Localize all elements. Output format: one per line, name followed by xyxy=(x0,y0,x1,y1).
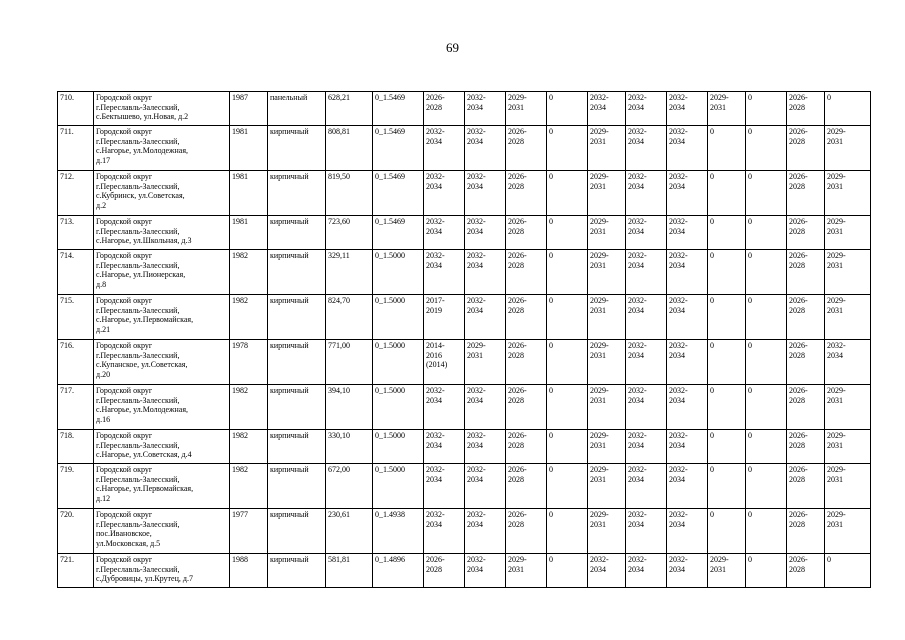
table-cell: 0_1.5469 xyxy=(373,126,424,171)
table-cell: 2032- 2034 xyxy=(588,554,626,588)
table-cell: 0 xyxy=(746,430,787,464)
table-cell: 2026- 2028 xyxy=(787,340,825,385)
table-cell: 723,60 xyxy=(326,216,373,250)
table-cell: 2026- 2028 xyxy=(506,216,547,250)
table-cell: 2029- 2031 xyxy=(825,171,871,216)
table-cell: 2029- 2031 xyxy=(588,126,626,171)
table-cell: кирпичный xyxy=(268,171,326,216)
table-cell: 2032- 2034 xyxy=(424,464,465,509)
table-cell: 0 xyxy=(746,250,787,295)
table-cell: 2029- 2031 xyxy=(825,126,871,171)
table-cell: 2032- 2034 xyxy=(424,385,465,430)
table-cell: 2029- 2031 xyxy=(588,385,626,430)
table-cell: 0 xyxy=(825,92,871,126)
table-cell: 2032- 2034 xyxy=(424,509,465,554)
table-cell: 2029- 2031 xyxy=(825,250,871,295)
table-cell: 0 xyxy=(547,295,588,340)
table-cell: 672,00 xyxy=(326,464,373,509)
table-cell: 0 xyxy=(547,126,588,171)
table-row xyxy=(58,340,871,385)
table-cell: 2026- 2028 xyxy=(787,430,825,464)
table-cell: 2032- 2034 xyxy=(465,250,506,295)
address-cell: Городской округ г.Переславль-Залесский, с.Нагорье, ул.Пионерская, д.8 xyxy=(94,250,230,295)
table-cell: 2029- 2031 xyxy=(825,216,871,250)
table-cell: 2032- 2034 xyxy=(667,340,708,385)
table-cell: 2032- 2034 xyxy=(424,430,465,464)
table-cell: 0_1.4896 xyxy=(373,554,424,588)
row-number-cell: 717. xyxy=(58,385,94,430)
table-cell: кирпичный xyxy=(268,126,326,171)
table-cell: 0_1.5469 xyxy=(373,92,424,126)
row-number-cell: 713. xyxy=(58,216,94,250)
table-cell: 2029- 2031 xyxy=(588,509,626,554)
table-cell: 2029- 2031 xyxy=(588,250,626,295)
table-cell: 2032- 2034 xyxy=(626,340,667,385)
table-cell: 2032- 2034 xyxy=(626,171,667,216)
table-cell: 2029- 2031 xyxy=(825,509,871,554)
table-cell: 2029- 2031 xyxy=(506,92,547,126)
table-cell: 0 xyxy=(746,464,787,509)
table-cell: 2032- 2034 xyxy=(667,509,708,554)
table-cell: 0 xyxy=(547,509,588,554)
row-number-cell: 720. xyxy=(58,509,94,554)
table-cell: 0 xyxy=(708,464,746,509)
table-cell: 0 xyxy=(708,509,746,554)
table-cell: 2032- 2034 xyxy=(667,171,708,216)
table-cell: 1981 xyxy=(230,126,268,171)
table-cell: 0 xyxy=(547,554,588,588)
table-cell: 2026- 2028 xyxy=(787,509,825,554)
table-cell: 2032- 2034 xyxy=(588,92,626,126)
table-cell: 628,21 xyxy=(326,92,373,126)
table-cell: 230,61 xyxy=(326,509,373,554)
table-cell: кирпичный xyxy=(268,385,326,430)
table-cell: 2032- 2034 xyxy=(626,92,667,126)
table-cell: 1982 xyxy=(230,295,268,340)
table-cell: 2026- 2028 xyxy=(424,554,465,588)
row-number-cell: 721. xyxy=(58,554,94,588)
table-cell: 2032- 2034 xyxy=(465,126,506,171)
table-cell: 2026- 2028 xyxy=(506,385,547,430)
table-cell: 2026- 2028 xyxy=(506,464,547,509)
table-cell: кирпичный xyxy=(268,464,326,509)
table-cell: 2026- 2028 xyxy=(787,385,825,430)
table-cell: 1988 xyxy=(230,554,268,588)
table-cell: 2026- 2028 xyxy=(506,171,547,216)
table-cell: 2032- 2034 xyxy=(626,430,667,464)
table-cell: 2032- 2034 xyxy=(465,554,506,588)
table-cell: панельный xyxy=(268,92,326,126)
table-cell: 2026- 2028 xyxy=(506,509,547,554)
table-cell: 0 xyxy=(708,216,746,250)
table-cell: 2032- 2034 xyxy=(465,509,506,554)
table-cell: 0 xyxy=(547,464,588,509)
table-cell: 1982 xyxy=(230,464,268,509)
address-cell: Городской округ г.Переславль-Залесский, с.Нагорье, ул.Школьная, д.3 xyxy=(94,216,230,250)
address-cell: Городской округ г.Переславль-Залесский, с.Кубринск, ул.Советская, д.2 xyxy=(94,171,230,216)
table-cell: 2032- 2034 xyxy=(626,554,667,588)
table-cell: 2029- 2031 xyxy=(708,92,746,126)
table-cell: 0 xyxy=(746,92,787,126)
table-cell: 0 xyxy=(746,171,787,216)
table-cell: 2026- 2028 xyxy=(506,295,547,340)
row-number-cell: 710. xyxy=(58,92,94,126)
table-cell: 0 xyxy=(708,430,746,464)
table-cell: 2032- 2034 xyxy=(626,126,667,171)
table-cell: 0 xyxy=(746,385,787,430)
row-number-cell: 719. xyxy=(58,464,94,509)
table-cell: 2014- 2016 (2014) xyxy=(424,340,465,385)
row-number-cell: 715. xyxy=(58,295,94,340)
table-cell: кирпичный xyxy=(268,295,326,340)
table-cell: 2026- 2028 xyxy=(787,171,825,216)
row-number-cell: 714. xyxy=(58,250,94,295)
table-cell: 0_1.5000 xyxy=(373,295,424,340)
address-cell: Городской округ г.Переславль-Залесский, с.Нагорье, ул.Советская, д.4 xyxy=(94,430,230,464)
table-cell: 1982 xyxy=(230,250,268,295)
table-cell: кирпичный xyxy=(268,430,326,464)
table-cell: 0 xyxy=(708,126,746,171)
table-cell: 2032- 2034 xyxy=(626,464,667,509)
table-cell: 0_1.5000 xyxy=(373,430,424,464)
table-cell: 2026- 2028 xyxy=(787,92,825,126)
table-cell: 2032- 2034 xyxy=(667,295,708,340)
table-cell: 0 xyxy=(708,340,746,385)
table-cell: 0 xyxy=(547,171,588,216)
table-cell: 0 xyxy=(547,250,588,295)
address-cell: Городской округ г.Переславль-Залесский, с.Нагорье, ул.Первомайская, д.21 xyxy=(94,295,230,340)
table-cell: 2026- 2028 xyxy=(787,554,825,588)
table-cell: 0_1.5000 xyxy=(373,464,424,509)
table-cell: 2032- 2034 xyxy=(626,250,667,295)
table-cell: 2029- 2031 xyxy=(708,554,746,588)
table-cell: 2029- 2031 xyxy=(588,430,626,464)
table-cell: 2032- 2034 xyxy=(424,250,465,295)
table-cell: 2032- 2034 xyxy=(424,216,465,250)
table-cell: 808,81 xyxy=(326,126,373,171)
table-cell: 2026- 2028 xyxy=(787,295,825,340)
table-row xyxy=(58,295,871,340)
table-cell: 2026- 2028 xyxy=(787,250,825,295)
page-number: 69 xyxy=(446,40,459,55)
table-cell: 0 xyxy=(708,295,746,340)
table-cell: 2032- 2034 xyxy=(465,430,506,464)
table-cell: 0_1.5000 xyxy=(373,385,424,430)
table-cell: 2029- 2031 xyxy=(588,216,626,250)
table-cell: 0_1.4938 xyxy=(373,509,424,554)
table-row xyxy=(58,250,871,295)
table-cell: кирпичный xyxy=(268,554,326,588)
table-cell: 2029- 2031 xyxy=(825,464,871,509)
table-cell: 1982 xyxy=(230,430,268,464)
table-cell: 2029- 2031 xyxy=(506,554,547,588)
table-cell: 0 xyxy=(708,250,746,295)
table-cell: 2029- 2031 xyxy=(588,171,626,216)
table-cell: 819,50 xyxy=(326,171,373,216)
table-cell: 0 xyxy=(746,126,787,171)
table-cell: 0 xyxy=(746,509,787,554)
row-number-cell: 716. xyxy=(58,340,94,385)
table-cell: 2026- 2028 xyxy=(506,126,547,171)
table-cell: 1981 xyxy=(230,216,268,250)
table-cell: 0 xyxy=(547,430,588,464)
table-cell: 2029- 2031 xyxy=(588,464,626,509)
table-cell: 0 xyxy=(746,216,787,250)
table-cell: 2029- 2031 xyxy=(825,295,871,340)
table-cell: 2029- 2031 xyxy=(465,340,506,385)
table-cell: 2029- 2031 xyxy=(825,385,871,430)
address-cell: Городской округ г.Переславль-Залесский, пос.Ивановское, ул.Московская, д.5 xyxy=(94,509,230,554)
table-cell: 2026- 2028 xyxy=(424,92,465,126)
table-cell: 2032- 2034 xyxy=(465,295,506,340)
table-row xyxy=(58,430,871,464)
address-cell: Городской округ г.Переславль-Залесский, с.Нагорье, ул.Молодежная, д.16 xyxy=(94,385,230,430)
table-cell: 2029- 2031 xyxy=(588,295,626,340)
table-cell: 394,10 xyxy=(326,385,373,430)
table-cell: 2032- 2034 xyxy=(667,430,708,464)
table-cell: 0 xyxy=(825,554,871,588)
row-number-cell: 712. xyxy=(58,171,94,216)
table-cell: 0_1.5000 xyxy=(373,250,424,295)
address-cell: Городской округ г.Переславль-Залесский, с.Нагорье, ул.Первомайская, д.12 xyxy=(94,464,230,509)
table-row xyxy=(58,126,871,171)
table-cell: 2032- 2034 xyxy=(626,295,667,340)
table-cell: 0 xyxy=(708,385,746,430)
table-cell: 2032- 2034 xyxy=(667,126,708,171)
address-cell: Городской округ г.Переславль-Залесский, с.Бектышево, ул.Новая, д.2 xyxy=(94,92,230,126)
table-cell: 2032- 2034 xyxy=(424,126,465,171)
table-cell: 0_1.5469 xyxy=(373,216,424,250)
table-cell: 0 xyxy=(746,340,787,385)
address-cell: Городской округ г.Переславль-Залесский, с.Нагорье, ул.Молодежная, д.17 xyxy=(94,126,230,171)
table-cell: 2032- 2034 xyxy=(424,171,465,216)
table-cell: 2032- 2034 xyxy=(465,464,506,509)
row-number-cell: 711. xyxy=(58,126,94,171)
table-cell: 2026- 2028 xyxy=(787,464,825,509)
table-row xyxy=(58,171,871,216)
table-row xyxy=(58,216,871,250)
table-row xyxy=(58,554,871,588)
table-cell: 0 xyxy=(746,554,787,588)
table-cell: 2032- 2034 xyxy=(667,250,708,295)
table-cell: 2032- 2034 xyxy=(465,92,506,126)
table-row xyxy=(58,92,871,126)
table-cell: 0 xyxy=(547,92,588,126)
table-cell: 2032- 2034 xyxy=(667,554,708,588)
table-cell: 771,00 xyxy=(326,340,373,385)
table-cell: 1977 xyxy=(230,509,268,554)
table-cell: 2032- 2034 xyxy=(465,216,506,250)
table-cell: 2032- 2034 xyxy=(667,385,708,430)
table-cell: кирпичный xyxy=(268,509,326,554)
table-cell: 1981 xyxy=(230,171,268,216)
table-cell: 824,70 xyxy=(326,295,373,340)
table-cell: 330,10 xyxy=(326,430,373,464)
table-cell: 1987 xyxy=(230,92,268,126)
table-cell: 2032- 2034 xyxy=(465,171,506,216)
table-cell: 2032- 2034 xyxy=(626,216,667,250)
table-cell: 0 xyxy=(547,385,588,430)
table-cell: 0 xyxy=(708,171,746,216)
table-cell: 0 xyxy=(547,340,588,385)
address-cell: Городской округ г.Переславль-Залесский, с.Купанское, ул.Советская, д.20 xyxy=(94,340,230,385)
table-row xyxy=(58,464,871,509)
table-cell: 329,11 xyxy=(326,250,373,295)
table-cell: кирпичный xyxy=(268,250,326,295)
table-cell: 2026- 2028 xyxy=(506,250,547,295)
table-cell: 1982 xyxy=(230,385,268,430)
table-cell: 0 xyxy=(547,216,588,250)
table-cell: 2032- 2034 xyxy=(825,340,871,385)
table-cell: кирпичный xyxy=(268,340,326,385)
table-cell: 1978 xyxy=(230,340,268,385)
row-number-cell: 718. xyxy=(58,430,94,464)
table-cell: кирпичный xyxy=(268,216,326,250)
table-cell: 2032- 2034 xyxy=(667,216,708,250)
table-cell: 0 xyxy=(746,295,787,340)
table-cell: 2029- 2031 xyxy=(825,430,871,464)
table-cell: 2032- 2034 xyxy=(667,92,708,126)
table-cell: 2032- 2034 xyxy=(667,464,708,509)
table-cell: 0_1.5469 xyxy=(373,171,424,216)
table-row xyxy=(58,509,871,554)
table-cell: 2032- 2034 xyxy=(626,509,667,554)
table-body xyxy=(58,92,871,588)
table-cell: 2026- 2028 xyxy=(506,340,547,385)
housing-register-table xyxy=(57,91,871,588)
table-cell: 2029- 2031 xyxy=(588,340,626,385)
table-cell: 2032- 2034 xyxy=(626,385,667,430)
table-cell: 2017- 2019 xyxy=(424,295,465,340)
table-cell: 2026- 2028 xyxy=(506,430,547,464)
address-cell: Городской округ г.Переславль-Залесский, с.Дубровицы, ул.Крутец, д.7 xyxy=(94,554,230,588)
table-cell: 2026- 2028 xyxy=(787,126,825,171)
table-row xyxy=(58,385,871,430)
table-cell: 581,81 xyxy=(326,554,373,588)
table-cell: 2032- 2034 xyxy=(465,385,506,430)
table-cell: 0_1.5000 xyxy=(373,340,424,385)
table-cell: 2026- 2028 xyxy=(787,216,825,250)
